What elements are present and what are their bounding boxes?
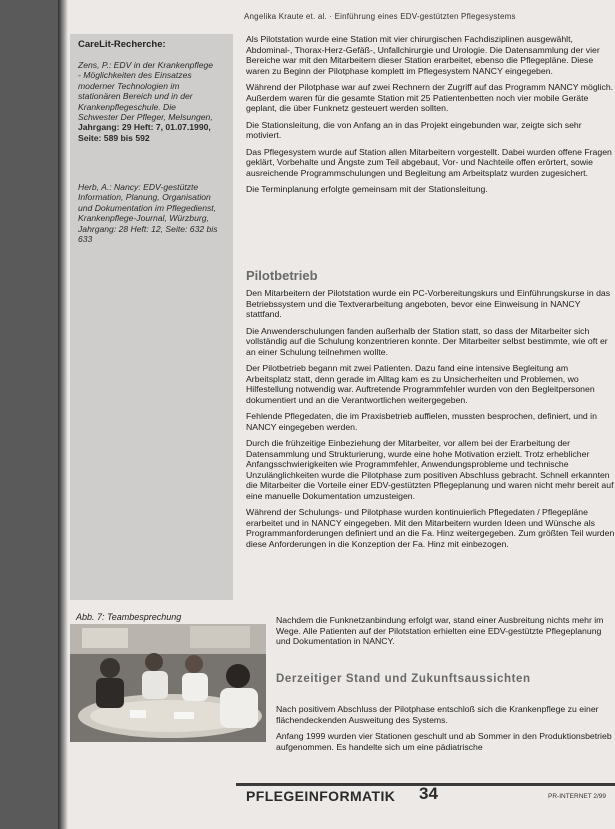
issue-label: PR-INTERNET 2/99 <box>548 793 607 800</box>
zukunft-text <box>276 704 615 780</box>
paragraph: Fehlende Pflegedaten, die im Praxisbetrieb auffielen, mussten besprochen, definiert, und in NANCY eingegeben werden. <box>246 411 597 432</box>
carelit-sidebar <box>70 34 233 600</box>
paragraph: Durch die frühzeitige Einbeziehung der Mitarbeiter, vor allem bei der Erarbeitung der Datensammlung und Strukturierung, wurde eine hohe Motivation erzielt. Trotz erheblicher Anfangsschwierigkeiten wie Programmfehler, Anwendungsprobleme und technische Unzulänglichkeiten wurde die Pilotphase zum positiven Abschluss gebracht. Schnell erkannten die Mitarbeiter die Vorteile einer EDV-gestützten Pflegeplanung und waren nicht mehr bereit auf eine manuelle Dokumentation umzusteigen. <box>246 438 614 501</box>
sidebar-reference-2 <box>78 182 218 244</box>
pilotbetrieb-text-end <box>276 615 615 655</box>
reference-1-jahrgang: Jahrgang: 29 Heft: 7, 01.07.1990, Seite: 589 bis 592 <box>78 122 211 143</box>
team-meeting-photo <box>70 624 266 742</box>
reference-1-text: Zens, P.: EDV in der Krankenpflege - Möglichkeiten des Einsatzes moderner Technologien im stationären Bereich und in der Krankenpflegeschule. Die Schwester Der Pfleger, Melsungen, <box>78 60 214 123</box>
paragraph: Der Pilotbetrieb begann mit zwei Patienten. Dazu fand eine intensive Begleitung am Arbeitsplatz statt, denn gerade im Alltag kam es zu Unsicherheiten und Problemen, wo Hilfestellung notwendig war. Auftretende Programmfehler wurden von den Begleitpersonen dokumentiert und an die Verantwortlichen weitergegeben. <box>246 363 595 405</box>
photo-illustration <box>70 624 266 742</box>
paragraph: Während der Schulungs- und Pilotphase wurden kontinuierlich Pflegedaten / Pflegepläne erarbeitet und in NANCY eingegeben. Mit den Mitarbeitern wurden Ideen und Wünsche als Programmanforderungen definiert und an die Fa. Hinz weitergegeben. Zum größten Teil wurden diese Anforderungen in die Konzeption der Fa. Hinz mit einbezogen. <box>246 507 615 549</box>
paragraph: Die Stationsleitung, die von Anfang an in das Projekt eingebunden war, zeigte sich sehr motiviert. <box>246 119 582 140</box>
journal-logo: PFLEGEINFORMATIK <box>246 788 396 804</box>
sidebar-reference-1 <box>78 60 218 143</box>
paragraph: Nach positivem Abschluss der Pilotphase entschloß sich die Krankenpflege zu einer flächendeckenden Ausweitung des Systems. <box>276 704 599 725</box>
intro-text <box>246 34 615 262</box>
figure-caption: Abb. 7: Teambesprechung <box>76 612 182 622</box>
pilotbetrieb-text <box>246 288 615 631</box>
page-number: 34 <box>419 784 438 803</box>
running-head: Angelika Kraute et. al. · Einführung eines EDV-gestützten Pflegesystems <box>244 12 516 21</box>
section-heading-zukunft: Derzeitiger Stand und Zukunftsaussichten <box>276 673 531 685</box>
paragraph: Den Mitarbeitern der Pilotstation wurde ein PC-Vorbereitungskurs und Einführungskurse in das Betriebssystem und die Textverarbeitung angeboten, bevor eine Einweisung in NANCY stattfand. <box>246 288 611 319</box>
reference-2-text: Herb, A.: Nancy: EDV-gestützte Information, Planung, Organisation und Dokumentation im Pflegedienst, Krankenpflege-Journal, Würzburg, Jahrgang: 28 Heft: 12, Seite: 632 bis 633 <box>78 182 218 245</box>
paragraph: Die Terminplanung erfolgte gemeinsam mit der Stationsleitung. <box>246 184 488 194</box>
binding-gutter <box>58 0 68 829</box>
paragraph: Das Pflegesystem wurde auf Station allen Mitarbeitern vorgestellt. Dabei wurden offene Fragen geklärt, Vorbehalte und Ängste zum Teil abgebaut, Vor- und Nachteile offen erörtert, sowie ausreichende Programmschulungen und Begleitung am Arbeitsplatz wurden zugesichert. <box>246 146 612 178</box>
sidebar-title: CareLit-Recherche: <box>78 39 166 50</box>
paragraph: Anfang 1999 wurden vier Stationen geschult und ab Sommer in den Produktionsbetrieb aufgenommen. Es handelte sich um eine pädiatrische <box>276 731 612 752</box>
section-heading-pilotbetrieb: Pilotbetrieb <box>246 268 318 283</box>
paragraph: Während der Pilotphase war auf zwei Rechnern der Zugriff auf das Programm NANCY möglich. Außerdem waren für die gesamte Station mit 25 Patientenbetten noch vier mobile Geräte geplant, die über Funknetz gesteuert werden sollten. <box>246 82 614 113</box>
paragraph: Als Pilotstation wurde eine Station mit vier chirurgischen Fachdisziplinen ausgewählt, Abdominal-, Thorax-Herz-Gefäß-, Unfallchirurgie und Urologie. Die Datensammlung der vier Bereiche war mit den Mitarbeitern dieser Station erarbeitet, ebenso die Pflegepläne. Diese waren zu Beginn der Pilotphase komplett im Pflegesystem NANCY eingegeben. <box>246 34 600 76</box>
paragraph: Nachdem die Funknetzanbindung erfolgt war, stand einer Ausbreitung nichts mehr im Wege. Alle Patienten auf der Pilotstation erhielten eine EDV-gestützte Pflegeplanung und Dokumentation in NANCY. <box>276 615 604 646</box>
paragraph: Die Anwenderschulungen fanden außerhalb der Station statt, so dass der Mitarbeiter sich vollständig auf die Schulung konzentrieren konnte. Der Mitarbeiter selbst bestimmte, wie oft er an einer Schulung teilnehmen wollte. <box>246 325 608 357</box>
